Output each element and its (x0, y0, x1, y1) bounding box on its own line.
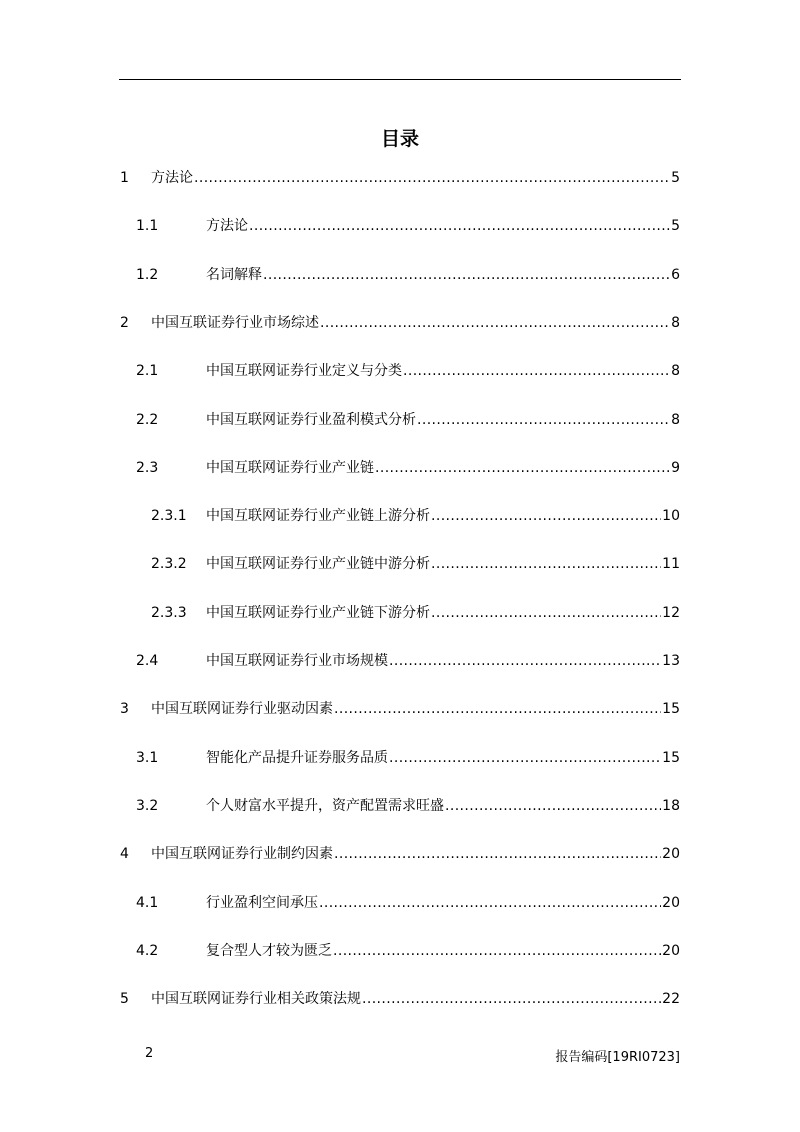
toc-page: 20 (662, 895, 680, 911)
toc-label: 中国互联网证券行业盈利模式分析 (206, 412, 416, 428)
toc-leader-dots (194, 168, 670, 188)
toc-number: 3 (120, 701, 129, 717)
toc-label: 方法论 (151, 170, 193, 186)
toc-entry-2-4[interactable] (120, 651, 680, 671)
toc-number: 3.1 (136, 750, 159, 766)
toc-number: 5 (120, 991, 129, 1007)
toc-label: 中国互联网证券行业制约因素 (151, 846, 333, 862)
toc-leader-dots (389, 651, 661, 671)
toc-entry-4-2[interactable] (120, 941, 680, 961)
toc-page: 5 (671, 170, 680, 186)
toc-label: 个人财富水平提升，资产配置需求旺盛 (206, 798, 444, 814)
toc-title: 目录 (380, 128, 419, 150)
toc-page: 8 (671, 363, 680, 379)
toc-page: 8 (671, 412, 680, 428)
toc-entry-2-2[interactable] (120, 410, 680, 430)
toc-entry-1-1[interactable] (120, 216, 680, 236)
toc-page: 13 (662, 653, 680, 669)
footer-report-code: 报告编码[19RI0723] (555, 1050, 680, 1065)
toc-leader-dots (445, 796, 661, 816)
toc-label: 中国互联网证券行业产业链下游分析 (206, 605, 430, 621)
header-rule (119, 79, 681, 80)
toc-label: 智能化产品提升证券服务品质 (206, 750, 388, 766)
toc-entry-2-3[interactable] (120, 458, 680, 478)
toc-label: 中国互联网证券行业产业链上游分析 (206, 508, 430, 524)
toc-entry-4-1[interactable] (120, 893, 680, 913)
toc-label: 中国互联网证券行业驱动因素 (151, 701, 333, 717)
toc-leader-dots (417, 410, 670, 430)
toc-entry-2[interactable] (120, 313, 680, 333)
toc-number: 1 (120, 170, 129, 186)
toc-label: 中国互联网证券行业相关政策法规 (151, 991, 361, 1007)
toc-label: 方法论 (206, 218, 248, 234)
toc-number: 4.1 (136, 895, 159, 911)
toc-leader-dots (320, 313, 670, 333)
toc-number: 2.4 (136, 653, 159, 669)
toc-page: 20 (662, 943, 680, 959)
toc-entry-3-2[interactable] (120, 796, 680, 816)
toc-number: 4.2 (136, 943, 159, 959)
toc-page: 15 (662, 701, 680, 717)
toc-page: 12 (662, 605, 680, 621)
toc-leader-dots (431, 603, 661, 623)
toc-leader-dots (403, 361, 670, 381)
toc-entry-4[interactable] (120, 844, 680, 864)
toc-page: 18 (662, 798, 680, 814)
toc-page: 20 (662, 846, 680, 862)
footer-page-number: 2 (145, 1046, 154, 1061)
toc-leader-dots (319, 893, 661, 913)
toc-leader-dots (362, 989, 661, 1009)
toc-leader-dots (334, 699, 661, 719)
toc-leader-dots (249, 216, 670, 236)
toc-label: 中国互联网证券行业产业链 (206, 460, 374, 476)
toc-entry-3[interactable] (120, 699, 680, 719)
toc-entry-1[interactable] (120, 168, 680, 188)
toc-page: 8 (671, 315, 680, 331)
toc-entry-3-1[interactable] (120, 748, 680, 768)
toc-label: 复合型人才较为匮乏 (206, 943, 332, 959)
toc-leader-dots (333, 941, 661, 961)
toc-entry-2-3-3[interactable] (120, 603, 680, 623)
toc-number: 2.3.2 (151, 556, 187, 572)
toc-label: 名词解释 (206, 267, 262, 283)
toc-page: 9 (671, 460, 680, 476)
toc-number: 1.1 (136, 218, 159, 234)
toc-entry-5[interactable] (120, 989, 680, 1009)
toc-leader-dots (389, 748, 661, 768)
toc-page: 15 (662, 750, 680, 766)
toc-entry-2-3-2[interactable] (120, 554, 680, 574)
toc-number: 2.1 (136, 363, 159, 379)
toc-number: 2.3 (136, 460, 159, 476)
toc-leader-dots (375, 458, 670, 478)
toc-number: 2.3.3 (151, 605, 187, 621)
toc-leader-dots (431, 506, 661, 526)
toc-leader-dots (334, 844, 661, 864)
toc-page: 22 (662, 991, 680, 1007)
toc-label: 中国互联网证券行业产业链中游分析 (206, 556, 430, 572)
toc-label: 行业盈利空间承压 (206, 895, 318, 911)
toc-label: 中国互联证券行业市场综述 (151, 315, 319, 331)
toc-entry-2-3-1[interactable] (120, 506, 680, 526)
toc-page: 6 (671, 267, 680, 283)
toc-page: 10 (662, 508, 680, 524)
toc-page: 11 (662, 556, 680, 572)
toc-entry-1-2[interactable] (120, 265, 680, 285)
toc-number: 1.2 (136, 267, 159, 283)
toc-label: 中国互联网证券行业市场规模 (206, 653, 388, 669)
toc-leader-dots (263, 265, 670, 285)
toc-leader-dots (431, 554, 661, 574)
toc-label: 中国互联网证券行业定义与分类 (206, 363, 402, 379)
toc-page: 5 (671, 218, 680, 234)
toc-number: 2 (120, 315, 129, 331)
toc-number: 2.3.1 (151, 508, 187, 524)
toc-entry-2-1[interactable] (120, 361, 680, 381)
toc-number: 4 (120, 846, 129, 862)
toc-number: 2.2 (136, 412, 159, 428)
toc-number: 3.2 (136, 798, 159, 814)
